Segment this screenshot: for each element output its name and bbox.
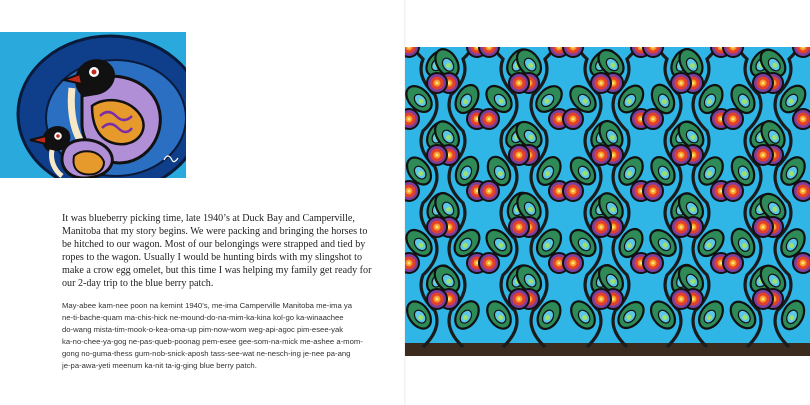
berry-center: [488, 190, 491, 193]
english-line: ropes to the wagon. Usually I would be hunting birds with my slingshot to: [62, 252, 362, 264]
berry-center: [488, 118, 491, 121]
berry-center: [762, 82, 765, 85]
berry-center: [680, 298, 683, 301]
berry-center: [762, 298, 765, 301]
english-line: It was blueberry picking time, late 1940’s at Duck Bay and Camperville,: [62, 213, 355, 224]
berry-center: [488, 262, 491, 265]
berry-center: [558, 118, 561, 121]
berry-center: [732, 190, 735, 193]
loons-illustration: [0, 32, 186, 178]
berry-center: [802, 262, 805, 265]
berry-center: [802, 190, 805, 193]
ojibwe-line: do-wang mista-tim-mook-o-kea-oma-up pim-now-wom weg-api-agoc pim-esee-yak: [62, 325, 344, 335]
berry-center: [408, 118, 411, 121]
english-line: our 2-day trip to the blue berry patch.: [62, 278, 214, 290]
story-paragraph-english: [62, 212, 374, 291]
english-line: make a crow egg omelet, but this time I was helping my family get ready for: [62, 265, 372, 277]
berry-center: [680, 82, 683, 85]
berry-center: [558, 190, 561, 193]
ojibwe-line: ne-ti-bache-quam ma-chis-hick ne-mound-do-na-mim-ka-kina kol-go ka-winaachee: [62, 313, 344, 323]
berry-center: [436, 82, 439, 85]
berry-center: [600, 82, 603, 85]
berry-center: [408, 190, 411, 193]
berry-center: [518, 82, 521, 85]
berry-center: [518, 226, 521, 229]
ojibwe-line: je-pa-awa-yeti meenum ka-nit ta-ig-ging blue berry patch.: [62, 361, 257, 371]
berry-center: [436, 154, 439, 157]
ojibwe-line: gong no-guma-thess gum-nob-snick-aposh tass-see-wat ne-nesch-ing je-nee pa-ang: [62, 349, 351, 359]
berry-center: [732, 118, 735, 121]
berry-center: [572, 118, 575, 121]
berry-center: [802, 118, 805, 121]
berry-center: [680, 226, 683, 229]
berry-center: [572, 190, 575, 193]
berry-center: [762, 226, 765, 229]
berry-center: [518, 154, 521, 157]
story-paragraph-ojibwe: [62, 300, 374, 373]
berry-center: [732, 262, 735, 265]
berry-center: [572, 262, 575, 265]
berry-center: [600, 226, 603, 229]
berry-center: [518, 298, 521, 301]
vines-svg: [405, 47, 810, 356]
berry-center: [600, 154, 603, 157]
berry-center: [652, 118, 655, 121]
berry-center: [436, 298, 439, 301]
loons-svg: [0, 32, 186, 178]
berry-center: [558, 262, 561, 265]
berry-center: [600, 298, 603, 301]
english-line: Manitoba that my story begins. We were packing and bringing the horses to: [62, 226, 368, 238]
berry-center: [408, 262, 411, 265]
berry-center: [436, 226, 439, 229]
berry-center: [680, 154, 683, 157]
berry-center: [652, 190, 655, 193]
berry-center: [652, 262, 655, 265]
blueberry-vines-illustration: [405, 47, 810, 356]
english-line: be hitched to our wagon. Most of our belongings were strapped and tied by: [62, 239, 366, 251]
berry-center: [762, 154, 765, 157]
ojibwe-line: ka-no-chee-ya-gog ne-pas-queb-poonag pem-esee gee-som-na-mick me-ashee a-mom-: [62, 337, 363, 347]
ojibwe-line: May-abee kam-nee poon na kemint 1940’s, me-ima Camperville Manitoba me-ima ya: [62, 301, 352, 310]
